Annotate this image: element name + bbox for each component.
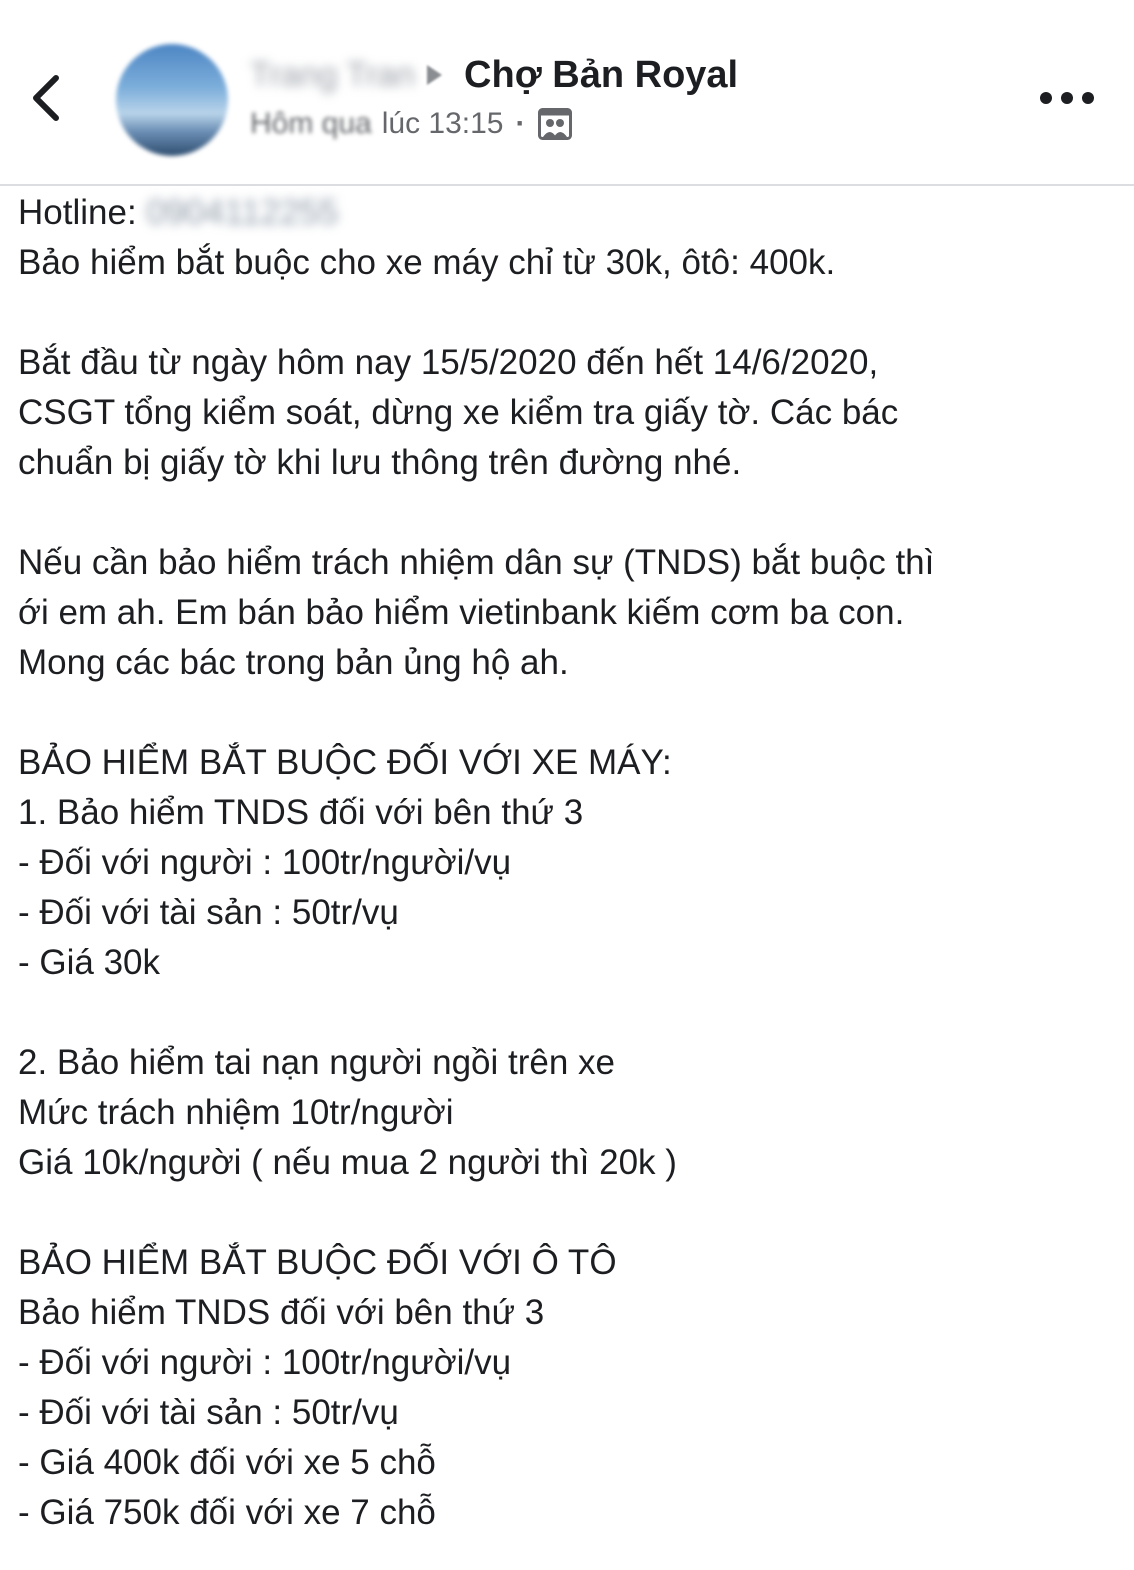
blank-line xyxy=(18,488,1118,538)
more-dot-icon xyxy=(1040,92,1052,104)
post-line: Giá 10k/người ( nếu mua 2 người thì 20k ) xyxy=(18,1143,677,1182)
post-line: Bảo hiểm TNDS đối với bên thứ 3 xyxy=(18,1293,545,1332)
back-button[interactable] xyxy=(26,70,70,126)
post-line: ới em ah. Em bán bảo hiểm vietinbank kiếm cơm ba con. xyxy=(18,593,905,632)
post-line: - Giá 750k đối với xe 7 chỗ xyxy=(18,1493,436,1532)
section-heading-o-to: BẢO HIỂM BẮT BUỘC ĐỐI VỚI Ô TÔ xyxy=(18,1243,617,1282)
post-meta xyxy=(250,103,572,145)
author-avatar[interactable] xyxy=(116,44,228,156)
post-line: chuẩn bị giấy tờ khi lưu thông trên đường nhé. xyxy=(18,443,742,482)
more-dot-icon xyxy=(1061,92,1073,104)
meta-separator: · xyxy=(515,107,526,140)
post-line: CSGT tổng kiểm soát, dừng xe kiểm tra giấy tờ. Các bác xyxy=(18,393,899,432)
post-line: Mong các bác trong bản ủng hộ ah. xyxy=(18,643,569,682)
hotline-label: Hotline: xyxy=(18,193,137,232)
post-text xyxy=(18,188,1118,1538)
section-heading-xe-may: BẢO HIỂM BẮT BUỘC ĐỐI VỚI XE MÁY: xyxy=(18,743,672,782)
post-line: Nếu cần bảo hiểm trách nhiệm dân sự (TNDS) bắt buộc thì xyxy=(18,543,935,582)
post-line: - Giá 400k đối với xe 5 chỗ xyxy=(18,1443,436,1482)
post-line: Mức trách nhiệm 10tr/người xyxy=(18,1093,454,1132)
group-members-icon xyxy=(538,108,572,140)
blank-line xyxy=(18,1188,1118,1238)
blank-line xyxy=(18,688,1118,738)
post-line: - Đối với tài sản : 50tr/vụ xyxy=(18,893,399,932)
blank-line xyxy=(18,288,1118,338)
author-name[interactable]: Trang Tran xyxy=(250,55,416,94)
chevron-left-icon xyxy=(26,70,70,126)
more-dot-icon xyxy=(1082,92,1094,104)
blank-line xyxy=(18,988,1118,1038)
post-line: 2. Bảo hiểm tai nạn người ngồi trên xe xyxy=(18,1043,616,1082)
post-line: - Đối với tài sản : 50tr/vụ xyxy=(18,1393,399,1432)
post-line: - Đối với người : 100tr/người/vụ xyxy=(18,1343,512,1382)
group-name-link[interactable]: Chợ Bản Royal xyxy=(464,53,739,96)
post-line: - Giá 30k xyxy=(18,943,160,982)
post-line: 1. Bảo hiểm TNDS đối với bên thứ 3 xyxy=(18,793,584,832)
hotline-line xyxy=(18,188,1118,238)
post-line: Bắt đầu từ ngày hôm nay 15/5/2020 đến hết 14/6/2020, xyxy=(18,343,879,382)
post-header xyxy=(0,0,1134,186)
timestamp-time[interactable]: lúc 13:15 xyxy=(381,107,504,140)
post-line: Bảo hiểm bắt buộc cho xe máy chỉ từ 30k, ôtô: 400k. xyxy=(18,243,836,282)
post-line: - Đối với người : 100tr/người/vụ xyxy=(18,843,512,882)
timestamp-day: Hôm qua xyxy=(250,107,372,140)
breadcrumb-arrow-icon xyxy=(427,65,442,85)
post-title-line xyxy=(250,52,738,98)
hotline-number[interactable]: 0904112255 xyxy=(146,193,339,232)
more-options-button[interactable] xyxy=(1040,86,1094,110)
